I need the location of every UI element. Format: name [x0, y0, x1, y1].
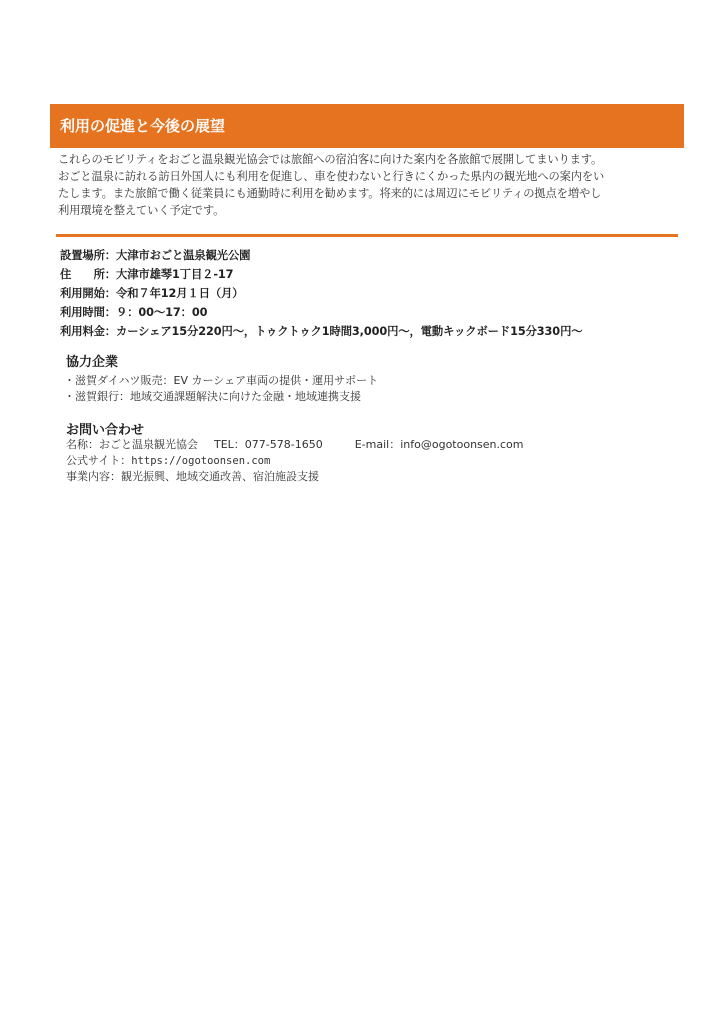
contact-line-main	[66, 437, 524, 453]
intro-line: たします。また旅館で働く従業員にも通勤時に利用を勧めます。将来的には周辺にモビリティの拠点を増やし	[58, 187, 602, 200]
list-item: ・滋賀銀行：地域交通課題解決に向けた金融・地域連携支援	[64, 390, 361, 403]
facility-info	[60, 246, 680, 341]
fact-fees	[60, 322, 680, 341]
contact-info	[66, 437, 524, 485]
fact-address	[60, 265, 680, 284]
fact-hours	[60, 303, 680, 322]
fact-label: 設置場所：	[60, 249, 116, 262]
intro-line: 利用環境を整えていく予定です。	[58, 204, 225, 217]
contact-line-site	[66, 453, 524, 469]
fact-label: 利用開始：	[60, 287, 116, 300]
partners-heading: 協力企業	[66, 355, 119, 370]
fact-value: カーシェア15分220円～，トゥクトゥク1時間3,000円～，電動キックボード15分330円～	[116, 325, 583, 338]
section-header	[50, 104, 684, 148]
fact-location	[60, 246, 680, 265]
fact-value: 大津市雄琴1丁目２-17	[116, 268, 234, 281]
fact-value: 令和７年12月１日（月）	[116, 287, 244, 300]
intro-paragraph	[58, 151, 678, 219]
fact-label: 住 所：	[60, 268, 116, 281]
contact-tel[interactable]: TEL：077-578-1650	[214, 438, 323, 451]
intro-line: おごと温泉に訪れる訪日外国人にも利用を促進し、車を使わないと行きにくかった県内の観光地への案内をい	[58, 170, 605, 183]
partners-list	[64, 373, 378, 405]
contact-business: 事業内容：観光振興、地域交通改善、宿泊施設支援	[66, 470, 319, 483]
site-link[interactable]: https://ogotoonsen.com	[131, 455, 271, 467]
site-label: 公式サイト：	[66, 454, 132, 467]
fact-value: 大津市おごと温泉観光公園	[116, 249, 251, 262]
fact-value: ９：00～17：00	[116, 306, 208, 319]
intro-line: これらのモビリティをおごと温泉観光協会では旅館への宿泊客に向けた案内を各旅館で展開してまいります。	[58, 153, 603, 166]
section-divider	[56, 234, 678, 237]
fact-start-date	[60, 284, 680, 303]
contact-heading: お問い合わせ	[66, 423, 145, 438]
contact-name: 名称：おごと温泉観光協会	[66, 438, 198, 451]
fact-label: 利用時間：	[60, 306, 116, 319]
fact-label: 利用料金：	[60, 325, 116, 338]
contact-email[interactable]: E-mail：info@ogotoonsen.com	[354, 438, 524, 451]
list-item: ・滋賀ダイハツ販売：EV カーシェア車両の提供・運用サポート	[64, 374, 379, 387]
section-title: 利用の促進と今後の展望	[60, 117, 226, 135]
